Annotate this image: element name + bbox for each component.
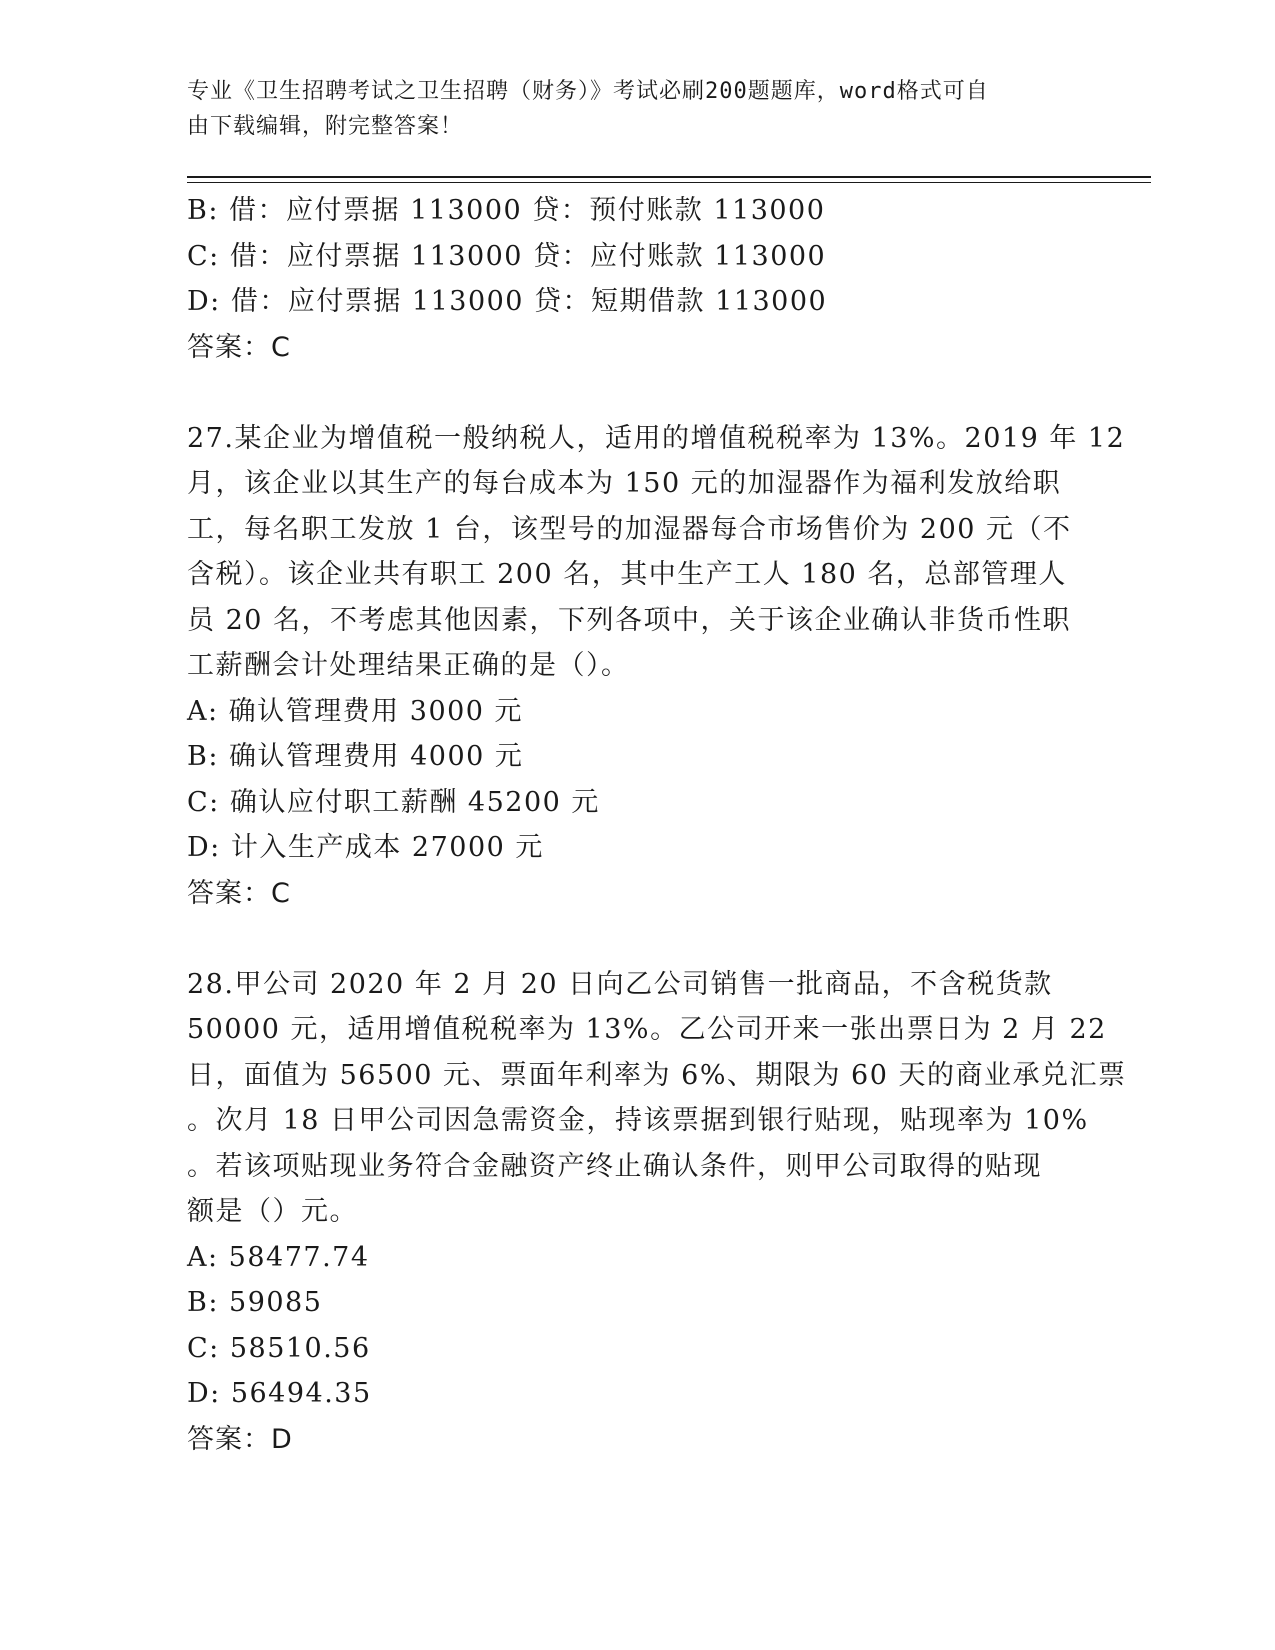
q27-option-a: A: 确认管理费用 3000 元 — [187, 695, 524, 727]
header-line-1: 专业《卫生招聘考试之卫生招聘（财务）》考试必刷200题题库，word格式可自 — [187, 79, 989, 104]
q28-stem-line: 。若该项贴现业务符合金融资产终止确认条件，则甲公司取得的贴现 — [187, 1150, 1042, 1182]
q27-stem-line: 含税）。该企业共有职工 200 名，其中生产工人 180 名，总部管理人 — [187, 559, 1067, 590]
q27-stem-line: 员 20 名，不考虑其他因素，下列各项中，关于该企业确认非货币性职 — [187, 604, 1072, 636]
q26-answer: 答案：C — [187, 331, 291, 363]
q28-stem-line: 额是（）元。 — [187, 1196, 358, 1227]
spacer — [187, 916, 1087, 962]
q28-answer: 答案：D — [187, 1423, 293, 1455]
q27-option-b: B: 确认管理费用 4000 元 — [187, 741, 524, 772]
q27-stem-line: 工，每名职工发放 1 台，该型号的加湿器每合市场售价为 200 元（不 — [187, 513, 1072, 545]
document-header — [187, 74, 1067, 144]
q27-answer: 答案：C — [187, 877, 291, 909]
q28-stem-line: 。次月 18 日甲公司因急需资金，持该票据到银行贴现，贴现率为 10% — [187, 1105, 1089, 1136]
q28-stem-line: 日，面值为 56500 元、票面年利率为 6%、期限为 60 天的商业承兑汇票 — [187, 1059, 1127, 1091]
question-26-tail — [187, 188, 1087, 370]
q27-option-d: D: 计入生产成本 27000 元 — [187, 832, 544, 863]
header-divider-thin — [187, 182, 1151, 183]
q28-option-d: D: 56494.35 — [187, 1378, 372, 1409]
q26-option-b: B: 借：应付票据 113000 贷：预付账款 113000 — [187, 195, 826, 226]
header-line-2: 由下载编辑，附完整答案！ — [187, 114, 464, 139]
question-28 — [187, 962, 1127, 1463]
q26-option-d: D: 借：应付票据 113000 贷：短期借款 113000 — [187, 286, 828, 317]
q28-stem-line: 28.甲公司 2020 年 2 月 20 日向乙公司销售一批商品，不含税货款 — [187, 968, 1053, 1000]
question-content — [187, 188, 1127, 1462]
q26-option-c: C: 借：应付票据 113000 贷：应付账款 113000 — [187, 240, 827, 272]
q27-option-c: C: 确认应付职工薪酬 45200 元 — [187, 786, 600, 818]
question-27 — [187, 416, 1126, 917]
header-divider-thick — [187, 176, 1151, 178]
spacer — [187, 370, 1087, 416]
q28-stem-line: 50000 元，适用增值税税率为 13%。乙公司开来一张出票日为 2 月 22 — [187, 1014, 1107, 1045]
q27-stem-line: 月，该企业以其生产的每台成本为 150 元的加湿器作为福利发放给职 — [187, 468, 1062, 499]
q27-stem-line: 27.某企业为增值税一般纳税人，适用的增值税税率为 13%。2019 年 12 — [187, 422, 1126, 454]
q27-stem-line: 工薪酬会计处理结果正确的是（）。 — [187, 650, 630, 681]
q28-option-b: B: 59085 — [187, 1287, 323, 1318]
q28-option-c: C: 58510.56 — [187, 1332, 371, 1364]
q28-option-a: A: 58477.74 — [187, 1241, 370, 1273]
